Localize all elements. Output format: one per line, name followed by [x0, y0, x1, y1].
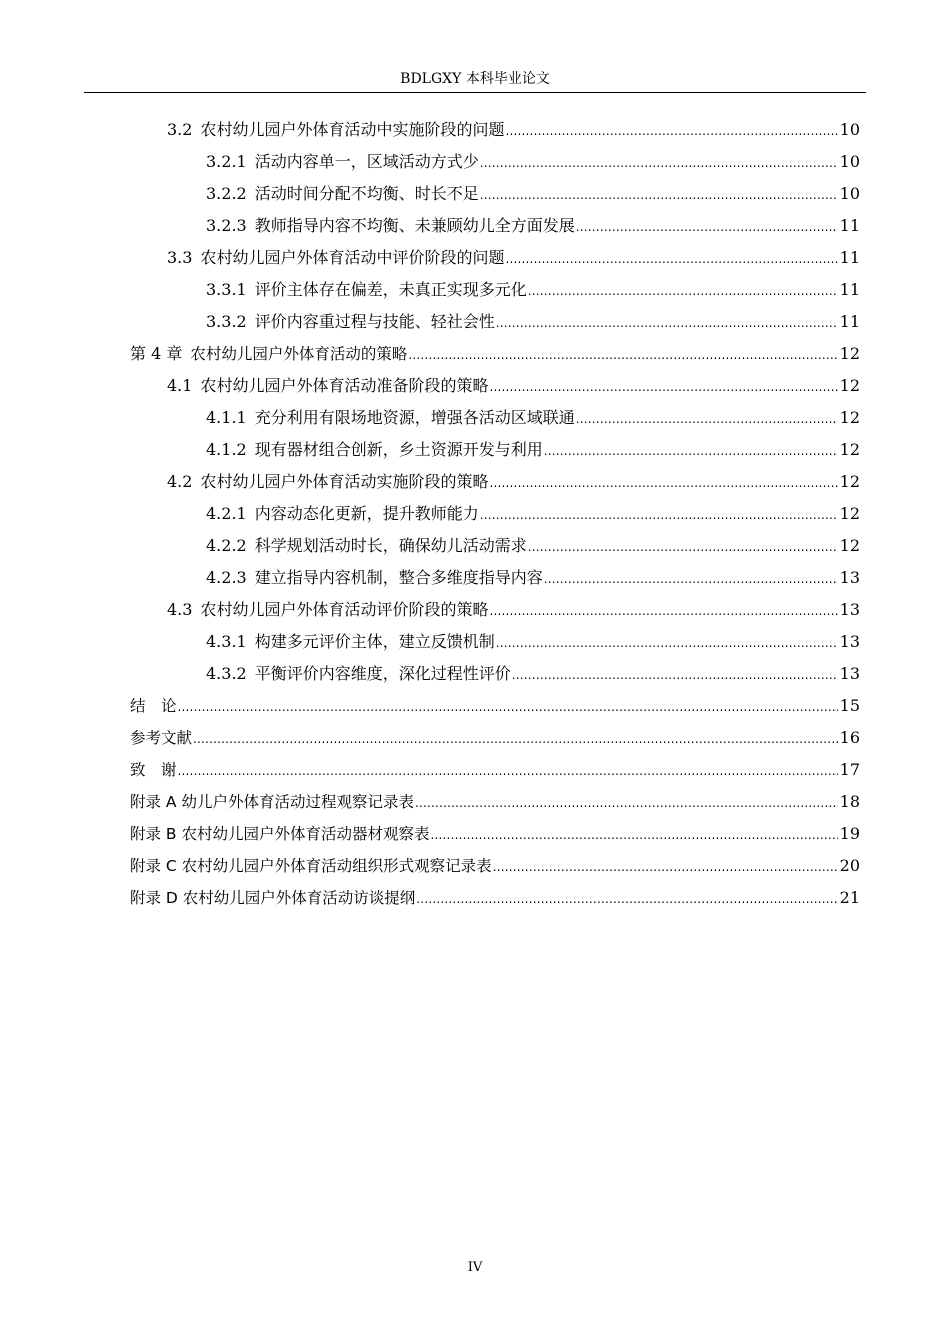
dot-leader: [576, 211, 838, 243]
header-rule: [84, 92, 866, 93]
toc-entry-title: 农村幼儿园户外体育活动准备阶段的策略: [200, 376, 489, 395]
toc-entry-page: 11: [839, 280, 860, 299]
toc-entry-appendix-a[interactable]: [130, 786, 860, 818]
toc-entry-page: 16: [839, 728, 860, 747]
dot-leader: [544, 435, 838, 467]
dot-leader: [512, 659, 838, 691]
toc-entry[interactable]: [206, 626, 860, 658]
toc-entry-page: 10: [839, 120, 860, 139]
toc-entry[interactable]: [206, 306, 860, 338]
toc-entry-page: 12: [839, 344, 860, 363]
toc-entry[interactable]: [167, 370, 860, 402]
toc-entry-number: 4.2.3: [206, 568, 247, 587]
toc-entry-title: 农村幼儿园户外体育活动评价阶段的策略: [200, 600, 489, 619]
dot-leader: [178, 691, 838, 723]
dot-leader: [178, 755, 838, 787]
toc-entry-chapter[interactable]: [130, 338, 860, 370]
toc-entry-number: 4.1.1: [206, 408, 247, 427]
toc-entry-number: 4.3.2: [206, 664, 247, 683]
dot-leader: [496, 627, 838, 659]
toc-entry[interactable]: [167, 466, 860, 498]
toc-entry-page: 19: [839, 824, 860, 843]
dot-leader: [576, 403, 838, 435]
toc-entry-number: 4.2: [167, 472, 193, 491]
running-header: BDLGXY 本科毕业论文: [400, 71, 550, 87]
toc-entry-number: 4.1.2: [206, 440, 247, 459]
toc-entry-number: 4.2.2: [206, 536, 247, 555]
toc-entry-title: 附录 B 农村幼儿园户外体育活动器材观察表: [130, 825, 430, 843]
toc-entry-page: 12: [839, 536, 860, 555]
page-number: IV: [467, 1260, 483, 1275]
dot-leader: [505, 243, 837, 275]
toc-entry-title: 致 谢: [130, 761, 177, 779]
toc-entry-number: 4.3.1: [206, 632, 247, 651]
toc-entry-number: 4.1: [167, 376, 193, 395]
toc-entry-number: 3.2.2: [206, 184, 247, 203]
toc-entry-title: 评价内容重过程与技能、轻社会性: [254, 312, 495, 331]
toc-entry-title: 活动时间分配不均衡、时长不足: [254, 184, 479, 203]
dot-leader: [480, 499, 838, 531]
toc-entry-page: 10: [839, 184, 860, 203]
toc-entry-page: 17: [839, 760, 860, 779]
toc-entry[interactable]: [206, 434, 860, 466]
toc-entry-title: 评价主体存在偏差，未真正实现多元化: [254, 280, 527, 299]
toc-entry-page: 11: [839, 248, 860, 267]
toc-entry-number: 4.2.1: [206, 504, 247, 523]
toc-entry-title: 农村幼儿园户外体育活动中实施阶段的问题: [200, 120, 505, 139]
toc-entry-page: 10: [839, 152, 860, 171]
toc-entry[interactable]: [206, 562, 860, 594]
toc-entry-page: 12: [839, 408, 860, 427]
dot-leader: [408, 339, 837, 371]
toc-entry[interactable]: [206, 274, 860, 306]
toc-entry-page: 11: [839, 216, 860, 235]
dot-leader: [489, 371, 837, 403]
toc-entry-number: 4.3: [167, 600, 193, 619]
toc-entry[interactable]: [206, 210, 860, 242]
toc-entry-title: 参考文献: [130, 729, 193, 747]
dot-leader: [480, 179, 838, 211]
dot-leader: [489, 467, 837, 499]
toc-entry-number: 3.3.2: [206, 312, 247, 331]
toc-entry-number: 3.2.3: [206, 216, 247, 235]
toc-entry[interactable]: [206, 658, 860, 690]
toc-entry-page: 12: [839, 472, 860, 491]
dot-leader: [416, 883, 837, 915]
toc-entry-title: 构建多元评价主体，建立反馈机制: [254, 632, 495, 651]
toc-entry-appendix-b[interactable]: [130, 818, 860, 850]
toc-entry[interactable]: [167, 114, 860, 146]
dot-leader: [528, 275, 838, 307]
toc-entry-page: 20: [839, 856, 860, 875]
toc-entry-page: 15: [839, 696, 860, 715]
toc-entry[interactable]: [206, 146, 860, 178]
dot-leader: [489, 595, 837, 627]
dot-leader: [493, 851, 838, 883]
toc-entry-title: 平衡评价内容维度，深化过程性评价: [254, 664, 511, 683]
toc-entry[interactable]: [206, 530, 860, 562]
dot-leader: [480, 147, 838, 179]
toc-entry-page: 12: [839, 440, 860, 459]
toc-entry-page: 13: [839, 664, 860, 683]
dot-leader: [505, 115, 837, 147]
toc-entry-number: 3.3: [167, 248, 193, 267]
toc-entry-page: 21: [839, 888, 860, 907]
toc-entry-appendix-c[interactable]: [130, 850, 860, 882]
toc-entry-page: 18: [839, 792, 860, 811]
toc-entry-title: 现有器材组合创新，乡土资源开发与利用: [254, 440, 543, 459]
toc-entry-title: 内容动态化更新，提升教师能力: [254, 504, 479, 523]
toc-entry-references[interactable]: [130, 722, 860, 754]
toc-entry[interactable]: [167, 594, 860, 626]
toc-entry-acknowledgements[interactable]: [130, 754, 860, 786]
toc-entry-number: 3.3.1: [206, 280, 247, 299]
toc-entry[interactable]: [206, 178, 860, 210]
toc-entry-title: 附录 A 幼儿户外体育活动过程观察记录表: [130, 793, 414, 811]
toc-entry-page: 11: [839, 312, 860, 331]
toc-entry-conclusion[interactable]: [130, 690, 860, 722]
toc-entry-title: 充分利用有限场地资源，增强各活动区域联通: [254, 408, 575, 427]
dot-leader: [496, 307, 838, 339]
dot-leader: [193, 723, 838, 755]
toc-entry-title: 教师指导内容不均衡、未兼顾幼儿全方面发展: [254, 216, 575, 235]
toc-entry-title: 附录 D 农村幼儿园户外体育活动访谈提纲: [130, 889, 416, 907]
toc-entry-appendix-d[interactable]: [130, 882, 860, 914]
toc-entry-title: 农村幼儿园户外体育活动的策略: [190, 345, 408, 363]
toc-entry[interactable]: [167, 242, 860, 274]
dot-leader: [528, 531, 838, 563]
toc-entry-title: 活动内容单一，区域活动方式少: [254, 152, 479, 171]
toc-entry-page: 12: [839, 376, 860, 395]
toc-entry-title: 建立指导内容机制，整合多维度指导内容: [254, 568, 543, 587]
toc-entry[interactable]: [206, 498, 860, 530]
toc-entry-page: 13: [839, 568, 860, 587]
toc-entry-title: 结 论: [130, 697, 177, 715]
dot-leader: [544, 563, 838, 595]
toc-entry-title: 科学规划活动时长，确保幼儿活动需求: [254, 536, 527, 555]
toc-entry-title: 附录 C 农村幼儿园户外体育活动组织形式观察记录表: [130, 857, 492, 875]
toc-entry-number: 第 4 章: [130, 344, 183, 363]
dot-leader: [431, 819, 838, 851]
toc-entry-number: 3.2: [167, 120, 193, 139]
toc-entry[interactable]: [206, 402, 860, 434]
toc-entry-number: 3.2.1: [206, 152, 247, 171]
toc-entry-title: 农村幼儿园户外体育活动实施阶段的策略: [200, 472, 489, 491]
toc-entry-page: 13: [839, 600, 860, 619]
toc-entry-title: 农村幼儿园户外体育活动中评价阶段的问题: [200, 248, 505, 267]
toc-entry-page: 13: [839, 632, 860, 651]
toc-entry-page: 12: [839, 504, 860, 523]
dot-leader: [415, 787, 838, 819]
